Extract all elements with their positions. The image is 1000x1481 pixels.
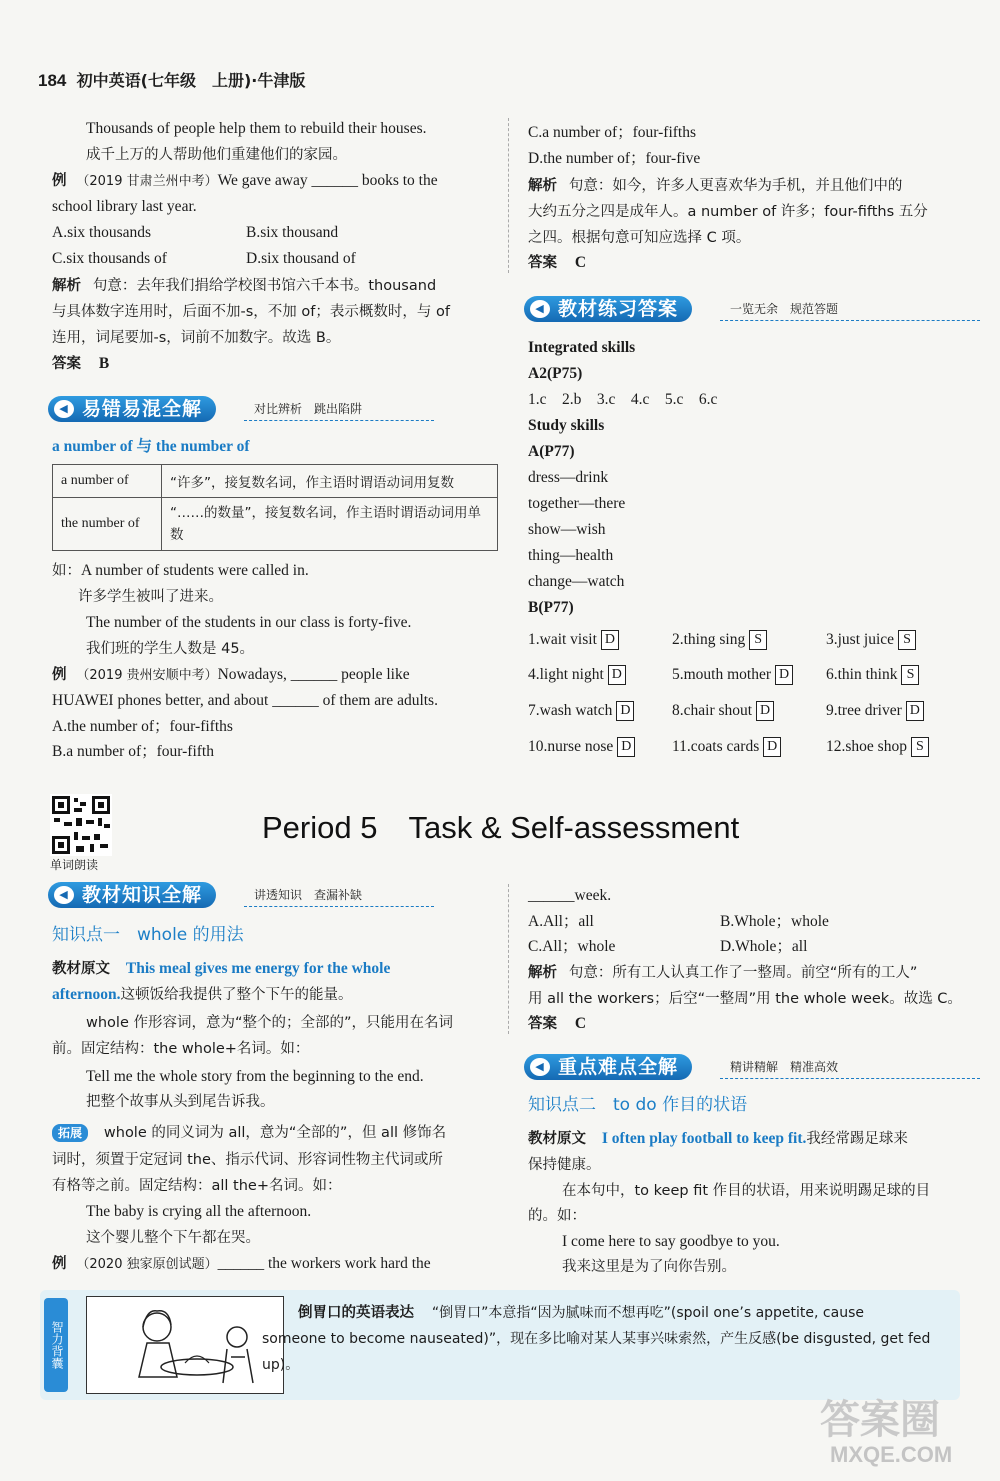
example-translation: 把整个故事从头到尾告诉我。	[86, 1094, 275, 1110]
analysis-text: 与具体数字连用时，后面不加-s，不加 of；表示概数时，与 of	[52, 304, 450, 320]
answer-label: 答案	[528, 1016, 557, 1032]
option-d: D.the number of；four-five	[528, 150, 701, 167]
answer-item: 4.light night D	[528, 664, 626, 686]
exercise-2	[52, 664, 410, 687]
example-prefix: 如：	[52, 563, 81, 579]
pair-item: thing—health	[528, 547, 614, 564]
compare-table	[52, 464, 498, 551]
example-sentence: I come here to say goodbye to you.	[562, 1233, 780, 1250]
megaphone-icon: ◀	[54, 886, 74, 904]
answer-item: 12.shoe shop S	[826, 736, 929, 758]
section-header-key-points	[524, 1052, 980, 1082]
answer-box: D	[763, 737, 781, 757]
original-translation: 我经常踢足球来	[806, 1131, 908, 1147]
table-cell-desc: “……的数量”，接复数名词，作主语时谓语动词用单数	[162, 498, 498, 551]
example-line	[52, 560, 309, 582]
answer-line	[528, 252, 586, 274]
kp1-original	[52, 958, 390, 980]
kp2-original	[528, 1128, 908, 1150]
analysis-line	[52, 275, 436, 297]
option-b: B.Whole；whole	[720, 913, 829, 930]
example-translation: 我们班的学生人数是 45。	[86, 641, 255, 657]
integrated-skills-heading: Integrated skills	[528, 339, 636, 356]
a-label: A(P77)	[528, 443, 575, 460]
table-cell-term: the number of	[53, 498, 162, 551]
exercise-text: We gave away ______ books to the	[217, 172, 438, 189]
answer-box: D	[756, 701, 774, 721]
table-cell-desc: “许多”，接复数名词，作主语时谓语动词用复数	[162, 465, 498, 498]
pair-item: show—wish	[528, 521, 606, 538]
answer-value: C	[574, 254, 587, 271]
answer-box: D	[608, 665, 626, 685]
cartoon-illustration	[86, 1296, 284, 1394]
table-row	[53, 465, 498, 498]
answer-box: S	[898, 630, 916, 650]
answer-item: 8.chair shout D	[672, 700, 774, 722]
exercise-text: Nowadays, ______ people like	[217, 666, 410, 683]
analysis-text: 句意：如今，许多人更喜欢华为手机，并且他们中的	[568, 178, 903, 194]
compare-heading: a number of 与 the number of	[52, 438, 250, 455]
tip-title: 倒胃口的英语表达	[298, 1305, 414, 1321]
b-label: B(P77)	[528, 599, 574, 616]
example-translation: 成千上万的人帮助他们重建他们的家园。	[86, 147, 347, 163]
page-number: 184	[38, 71, 67, 90]
example-translation: 许多学生被叫了进来。	[78, 589, 223, 605]
answer-label: 答案	[528, 255, 557, 271]
section-title: ◀ 教材练习答案	[524, 296, 692, 322]
period-title: Period 5 Task & Self-assessment	[262, 810, 740, 845]
exercise-text-cont: HUAWEI phones better, and about ______ of them are adults.	[52, 692, 438, 709]
kp1-extension	[52, 1122, 446, 1144]
extension-text: 词时，须置于定冠词 the、指示代词、形容词性物主代词或所	[52, 1152, 443, 1168]
analysis-label: 解析	[528, 965, 557, 981]
tip-line	[298, 1302, 864, 1324]
option-c: C.All；whole	[528, 938, 616, 955]
option-a: A.All；all	[528, 913, 594, 930]
watermark-logo: 答案圈	[820, 1397, 940, 1443]
kp1-title: 知识点一 whole 的用法	[52, 925, 244, 945]
answer-item: 11.coats cards D	[672, 736, 781, 758]
example-translation: 我来这里是为了向你告别。	[562, 1259, 736, 1275]
analysis-label: 解析	[528, 178, 557, 194]
example-sentence: Tell me the whole story from the beginning to the end.	[86, 1068, 424, 1085]
answer-box: S	[911, 737, 929, 757]
original-label: 教材原文	[528, 1131, 586, 1147]
example-sentence: Thousands of people help them to rebuild their houses.	[86, 120, 427, 137]
tip-side-label: 智力背囊	[44, 1298, 68, 1392]
answer-item: 7.wash watch D	[528, 700, 634, 722]
kp2-explain: 的。如：	[528, 1208, 586, 1224]
example-sentence: The baby is crying all the afternoon.	[86, 1203, 312, 1220]
megaphone-icon: ◀	[530, 1058, 550, 1076]
answer-item: 1.wait visit D	[528, 629, 619, 651]
section-header-mistakes	[48, 394, 498, 424]
extension-text: 有格等之前。固定结构：all the+名词。如：	[52, 1178, 342, 1194]
answer-item: 3.just juice S	[826, 629, 916, 651]
original-translation: 这顿饭给我提供了整个下午的能量。	[120, 987, 353, 1003]
exercise-source: （2020 独家原创试题）	[76, 1257, 218, 1272]
analysis-line	[528, 962, 917, 984]
example-sentence: The number of the students in our class is forty-five.	[86, 614, 412, 631]
option-a: A.the number of；four-fifths	[52, 718, 233, 735]
answer-item: 5.mouth mother D	[672, 664, 793, 686]
column-divider	[508, 884, 509, 1034]
exercise-3	[52, 1253, 431, 1276]
header	[38, 70, 305, 92]
option-d: D.six thousand of	[246, 250, 356, 267]
kp2-title: 知识点二 to do 作目的状语	[528, 1095, 748, 1115]
analysis-text: 句意：所有工人认真工作了一整周。前空“所有的工人”	[568, 965, 918, 981]
exercise-text: ______ the workers work hard the	[217, 1255, 431, 1272]
table-cell-term: a number of	[53, 465, 162, 498]
kp2-explain: 在本句中，to keep fit 作目的状语，用来说明踢足球的目	[562, 1183, 931, 1199]
answer-box: D	[775, 665, 793, 685]
a2-label: A2(P75)	[528, 365, 583, 382]
megaphone-icon: ◀	[530, 300, 550, 318]
example-sentence: A number of students were called in.	[81, 562, 309, 579]
section-subtitle: 对比辨析 跳出陷阱	[254, 402, 363, 416]
option-c: C.a number of；four-fifths	[528, 124, 696, 141]
example-translation: 这个婴儿整个下午都在哭。	[86, 1230, 260, 1246]
kp1-explain: 前。固定结构：the whole+名词。如：	[52, 1041, 310, 1057]
answer-box: D	[906, 701, 924, 721]
original-text: I often play football to keep fit.	[601, 1130, 807, 1147]
kp1-original-cont	[52, 984, 352, 1006]
exercise-text-cont: ______week.	[528, 887, 612, 904]
analysis-text: 用 all the workers；后空“一整周”用 the whole week。故选 C。	[528, 991, 962, 1007]
analysis-line	[528, 175, 902, 197]
analysis-label: 解析	[52, 278, 81, 294]
answer-item: 10.nurse nose D	[528, 736, 635, 758]
exercise-source: （2019 甘肃兰州中考）	[76, 174, 218, 189]
study-skills-heading: Study skills	[528, 417, 605, 434]
qr-code-icon[interactable]	[50, 794, 112, 856]
section-rule	[720, 320, 980, 321]
answer-value: B	[98, 355, 110, 372]
tip-text: “倒胃口”本意指“因为腻味而不想再吃”(spoil one’s appetite, cause	[431, 1305, 864, 1321]
tip-text: up)。	[262, 1357, 300, 1373]
answer-box: S	[901, 665, 919, 685]
exercise-1	[52, 170, 438, 193]
analysis-text: 连用，词尾要加-s，词前不加数字。故选 B。	[52, 330, 341, 346]
analysis-text: 之四。根据句意可知应选择 C 项。	[528, 230, 751, 246]
exercise-source: （2019 贵州安顺中考）	[76, 668, 218, 683]
option-b: B.six thousand	[246, 224, 339, 241]
option-c: C.six thousands of	[52, 250, 167, 267]
answer-box: D	[617, 737, 635, 757]
example-label: 例	[52, 667, 67, 683]
section-title: ◀ 重点难点全解	[524, 1054, 692, 1080]
section-subtitle: 一览无余 规范答题	[730, 302, 839, 316]
answer-box: D	[616, 701, 634, 721]
exercise-text-cont: school library last year.	[52, 198, 197, 215]
original-label: 教材原文	[52, 961, 110, 977]
answer-box: D	[601, 630, 619, 650]
answer-item: 6.thin think S	[826, 664, 919, 686]
section-rule	[244, 906, 434, 907]
qr-caption: 单词朗读	[50, 858, 99, 872]
answer-item: 2.thing sing S	[672, 629, 767, 651]
answer-item: 9.tree driver D	[826, 700, 924, 722]
book-title: 初中英语(七年级 上册)·牛津版	[76, 71, 306, 90]
answer-line	[52, 353, 109, 375]
tip-text: someone to become nauseated)”，现在多比喻对某人某事兴味索然，产生反感(be disgusted, get fed	[262, 1331, 931, 1347]
answer-value: C	[574, 1015, 587, 1032]
pair-item: change—watch	[528, 573, 625, 590]
section-header-exercise-answers	[524, 294, 980, 324]
analysis-text: 句意：去年我们捐给学校图书馆六千本书。thousand	[92, 278, 437, 294]
answer-line	[528, 1013, 586, 1035]
option-d: D.Whole；all	[720, 938, 808, 955]
section-subtitle: 讲透知识 查漏补缺	[254, 888, 363, 902]
pair-item: dress—drink	[528, 469, 609, 486]
column-divider	[508, 118, 509, 273]
section-rule	[244, 420, 434, 421]
tip-box	[40, 1290, 960, 1400]
option-a: A.six thousands	[52, 224, 152, 241]
answer-label: 答案	[52, 356, 81, 372]
section-rule	[720, 1078, 980, 1079]
analysis-text: 大约五分之四是成年人。a number of 许多；four-fifths 五分	[528, 204, 928, 220]
original-translation: 保持健康。	[528, 1157, 601, 1173]
section-subtitle: 精讲精解 精准高效	[730, 1060, 839, 1074]
table-row	[53, 498, 498, 551]
example-label: 例	[52, 1256, 67, 1272]
section-header-knowledge	[48, 880, 498, 910]
answer-box: S	[749, 630, 767, 650]
kp1-explain: whole 作形容词，意为“整个的；全部的”，只能用在名词	[86, 1015, 454, 1031]
option-b: B.a number of；four-fifth	[52, 743, 214, 760]
section-title: ◀ 易错易混全解	[48, 396, 216, 422]
section-title: ◀ 教材知识全解	[48, 882, 216, 908]
megaphone-icon: ◀	[54, 400, 74, 418]
example-label: 例	[52, 173, 67, 189]
extension-badge: 拓展	[52, 1124, 88, 1142]
watermark-url: MXQE.COM	[830, 1442, 953, 1467]
original-text: afternoon.	[52, 986, 121, 1003]
original-text: This meal gives me energy for the whole	[125, 960, 391, 977]
pair-item: together—there	[528, 495, 626, 512]
extension-text: whole 的同义词为 all，意为“全部的”，但 all 修饰名	[103, 1125, 447, 1141]
a2-answers: 1.c 2.b 3.c 4.c 5.c 6.c	[528, 391, 718, 408]
